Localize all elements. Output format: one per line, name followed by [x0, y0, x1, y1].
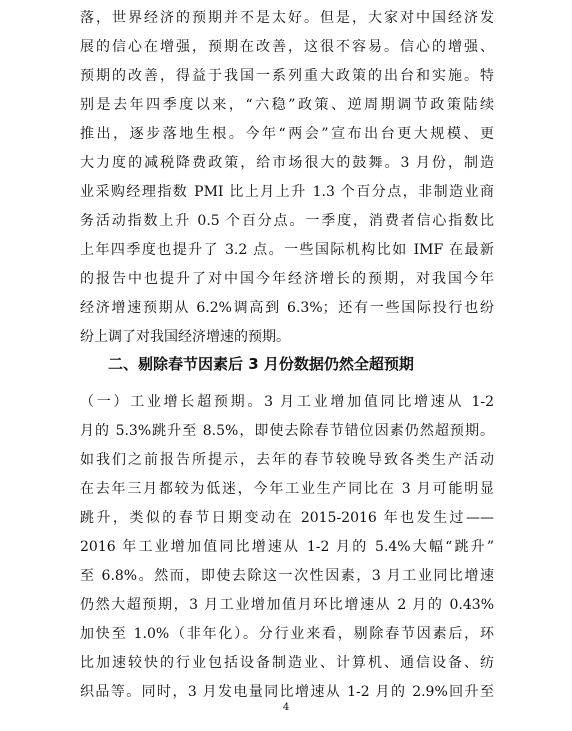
- paragraph-line: 上年四季度也提升了 3.2 点。一些国际机构比如 IMF 在最新: [80, 242, 494, 258]
- paragraph-line: 织品等。同时，3 月发电量同比增速从 1-2 月的 2.9%回升至: [80, 684, 494, 700]
- paragraph-line: 预期的改善，得益于我国一系列重大政策的出台和实施。特: [80, 68, 494, 84]
- paragraph-line: 务活动指数上升 0.5 个百分点。一季度，消费者信心指数比: [80, 213, 494, 229]
- paragraph-line: 落，世界经济的预期并不是太好。但是，大家对中国经济发: [80, 10, 494, 26]
- paragraph-line: 纷上调了对我国经济增速的预期。: [80, 329, 290, 345]
- paragraph-line: 至 6.8%。然而，即使去除这一次性因素，3 月工业同比增速: [80, 568, 494, 584]
- paragraph-line: 推出，逐步落地生根。今年“两会”宣布出台更大规模、更: [80, 126, 494, 142]
- paragraph-line: （一）工业增长超预期。3 月工业增加值同比增速从 1-2: [80, 394, 494, 410]
- page-number: 4: [282, 702, 290, 713]
- paragraph-line: 2016 年工业增加值同比增速从 1-2 月的 5.4%大幅“跳升”: [80, 539, 494, 555]
- paragraph-line: 如我们之前报告所提示，去年的春节较晚导致各类生产活动: [80, 452, 494, 468]
- paragraph-industrial-growth: [80, 388, 494, 707]
- paragraph-line: 加快至 1.0%（非年化）。分行业来看，剔除春节因素后，环: [80, 626, 494, 642]
- paragraph-line: 仍然大超预期，3 月工业增加值月环比增速从 2 月的 0.43%: [80, 597, 494, 613]
- paragraph-line: 在去年三月都较为低迷，今年工业生产同比在 3 月可能明显: [80, 481, 494, 497]
- paragraph-line: 展的信心在增强，预期在改善，这很不容易。信心的增强、: [80, 39, 494, 55]
- paragraph-line: 的报告中也提升了对中国今年经济增长的预期，对我国今年: [80, 271, 494, 287]
- paragraph-economic-outlook: [80, 4, 494, 352]
- paragraph-line: 跳升，类似的春节日期变动在 2015-2016 年也发生过——: [80, 510, 494, 526]
- paragraph-line: 业采购经理指数 PMI 比上月上升 1.3 个百分点，非制造业商: [80, 184, 494, 200]
- paragraph-line: 别是去年四季度以来，“六稳”政策、逆周期调节政策陆续: [80, 97, 494, 113]
- paragraph-line: 经济增速预期从 6.2%调高到 6.3%；还有一些国际投行也纷: [80, 300, 494, 316]
- paragraph-line: 月的 5.3%跳升至 8.5%，即使去除春节错位因素仍然超预期。: [80, 423, 494, 439]
- paragraph-line: 大力度的减税降费政策，给市场很大的鼓舞。3 月份，制造: [80, 155, 494, 171]
- section-heading: 二、剔除春节因素后 3 月份数据仍然全超预期: [108, 355, 414, 373]
- paragraph-line: 比加速较快的行业包括设备制造业、计算机、通信设备、纺: [80, 655, 494, 671]
